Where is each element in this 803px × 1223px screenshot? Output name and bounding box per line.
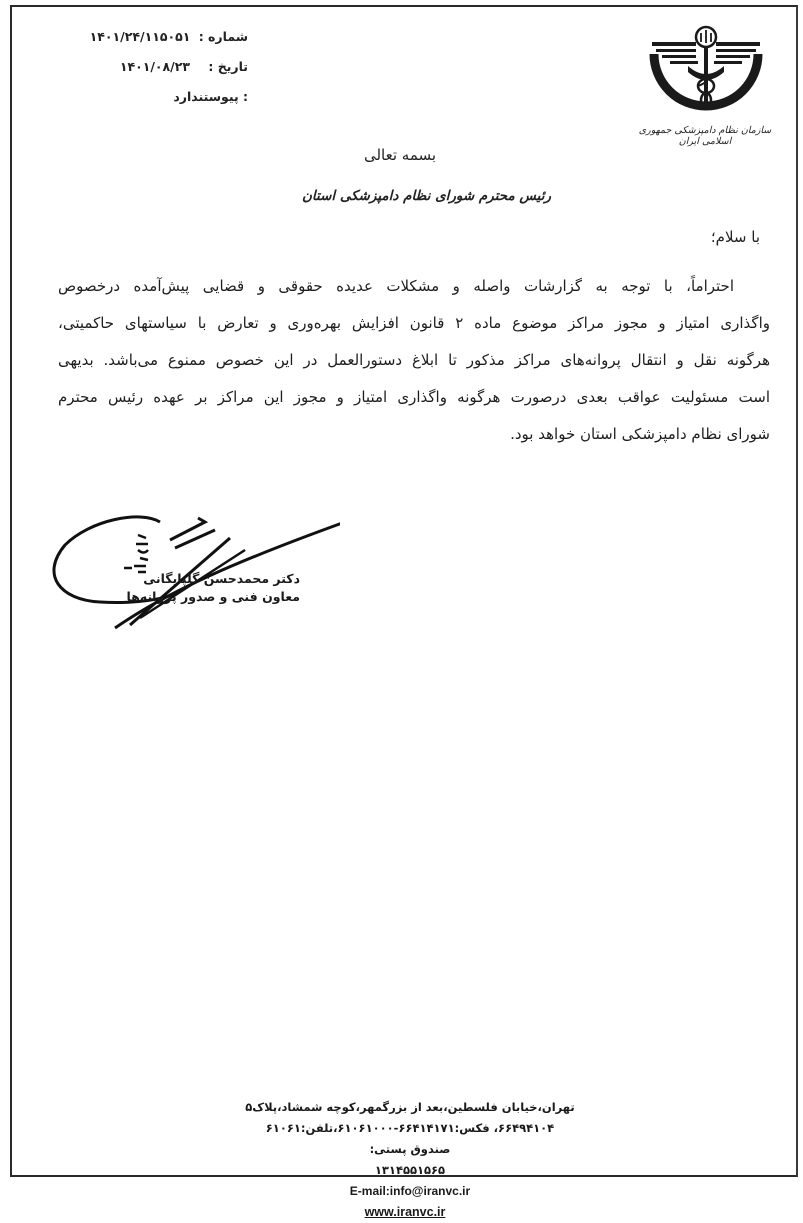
caduceus-emblem-icon	[640, 16, 770, 124]
letter-footer	[200, 1097, 620, 1223]
letter-date-value: ۱۴۰۱/۰۸/۲۳	[119, 59, 190, 74]
body-line-3: هرگونه نقل و انتقال پروانه‌های مراکز مذکور تا ابلاغ دستورالعمل در این خصوص ممنوع می‌باشد. بدیهی	[58, 351, 770, 369]
footer-address: تهران،خیابان فلسطین،بعد از بزرگمهر،کوچه شمشاد،پلاک۵	[245, 1100, 575, 1114]
signer-name: دکتر محمدحسن گلپایگانی	[143, 571, 300, 586]
footer-postal-label: صندوق پستی:	[369, 1142, 451, 1156]
letter-number-value: ۱۴۰۱/۲۴/۱۱۵۰۵۱	[89, 29, 191, 44]
bismillah-heading: بسمه تعالی	[363, 146, 437, 164]
letter-recipient: رئیس محترم شورای نظام دامپزشکی استان	[301, 188, 551, 204]
footer-phones: ۶۶۴۹۴۱۰۴، فکس:۶۶۴۱۴۱۷۱-۶۱۰۶۱۰۰۰،تلفن:۶۱۰۶۱	[265, 1121, 555, 1135]
letter-attachment-row	[78, 82, 248, 112]
letter-number-label: شماره :	[198, 29, 248, 44]
letter-greeting: با سلام؛	[710, 228, 760, 246]
body-line-5: شورای نظام دامپزشکی استان خواهد بود.	[510, 425, 770, 443]
letter-date-label: تاریخ :	[208, 59, 248, 74]
body-line-1: احتراماً، با توجه به گزارشات واصله و مشکلات عدیده حقوقی و قضایی پیش‌آمده درخصوص	[58, 277, 734, 295]
organization-name-caption: سازمان نظام دامپزشکی جمهوری اسلامی ایران	[638, 125, 772, 147]
letter-meta	[78, 22, 248, 112]
letter-date-row	[78, 52, 248, 82]
signer-block	[126, 570, 300, 606]
body-line-4: است مسئولیت عواقب بعدی درصورت هرگونه واگذاری امتیاز و مجوز این مراکز بر عهده رئیس محترم	[58, 388, 770, 406]
letter-attachment-label: : پیوستندارد	[173, 89, 248, 104]
footer-website-link[interactable]: www.iranvc.ir	[364, 1205, 446, 1219]
signer-title: معاون فنی و صدور پروانه‌ها	[126, 589, 300, 604]
letter-number-row	[78, 22, 248, 52]
letter-body	[58, 268, 770, 453]
footer-contact-line	[200, 1139, 620, 1223]
footer-email-link[interactable]: E-mail:info@iranvc.ir	[349, 1184, 471, 1198]
footer-postal-code: ۱۳۱۴۵۵۱۵۶۵	[374, 1163, 446, 1177]
handwritten-signature-icon	[20, 500, 340, 635]
body-line-2: واگذاری امتیاز و مجوز مراکز موضوع ماده ۲ قانون افزایش بهره‌وری و تعارض با سیاستهای حاکمیتی،	[58, 314, 770, 332]
